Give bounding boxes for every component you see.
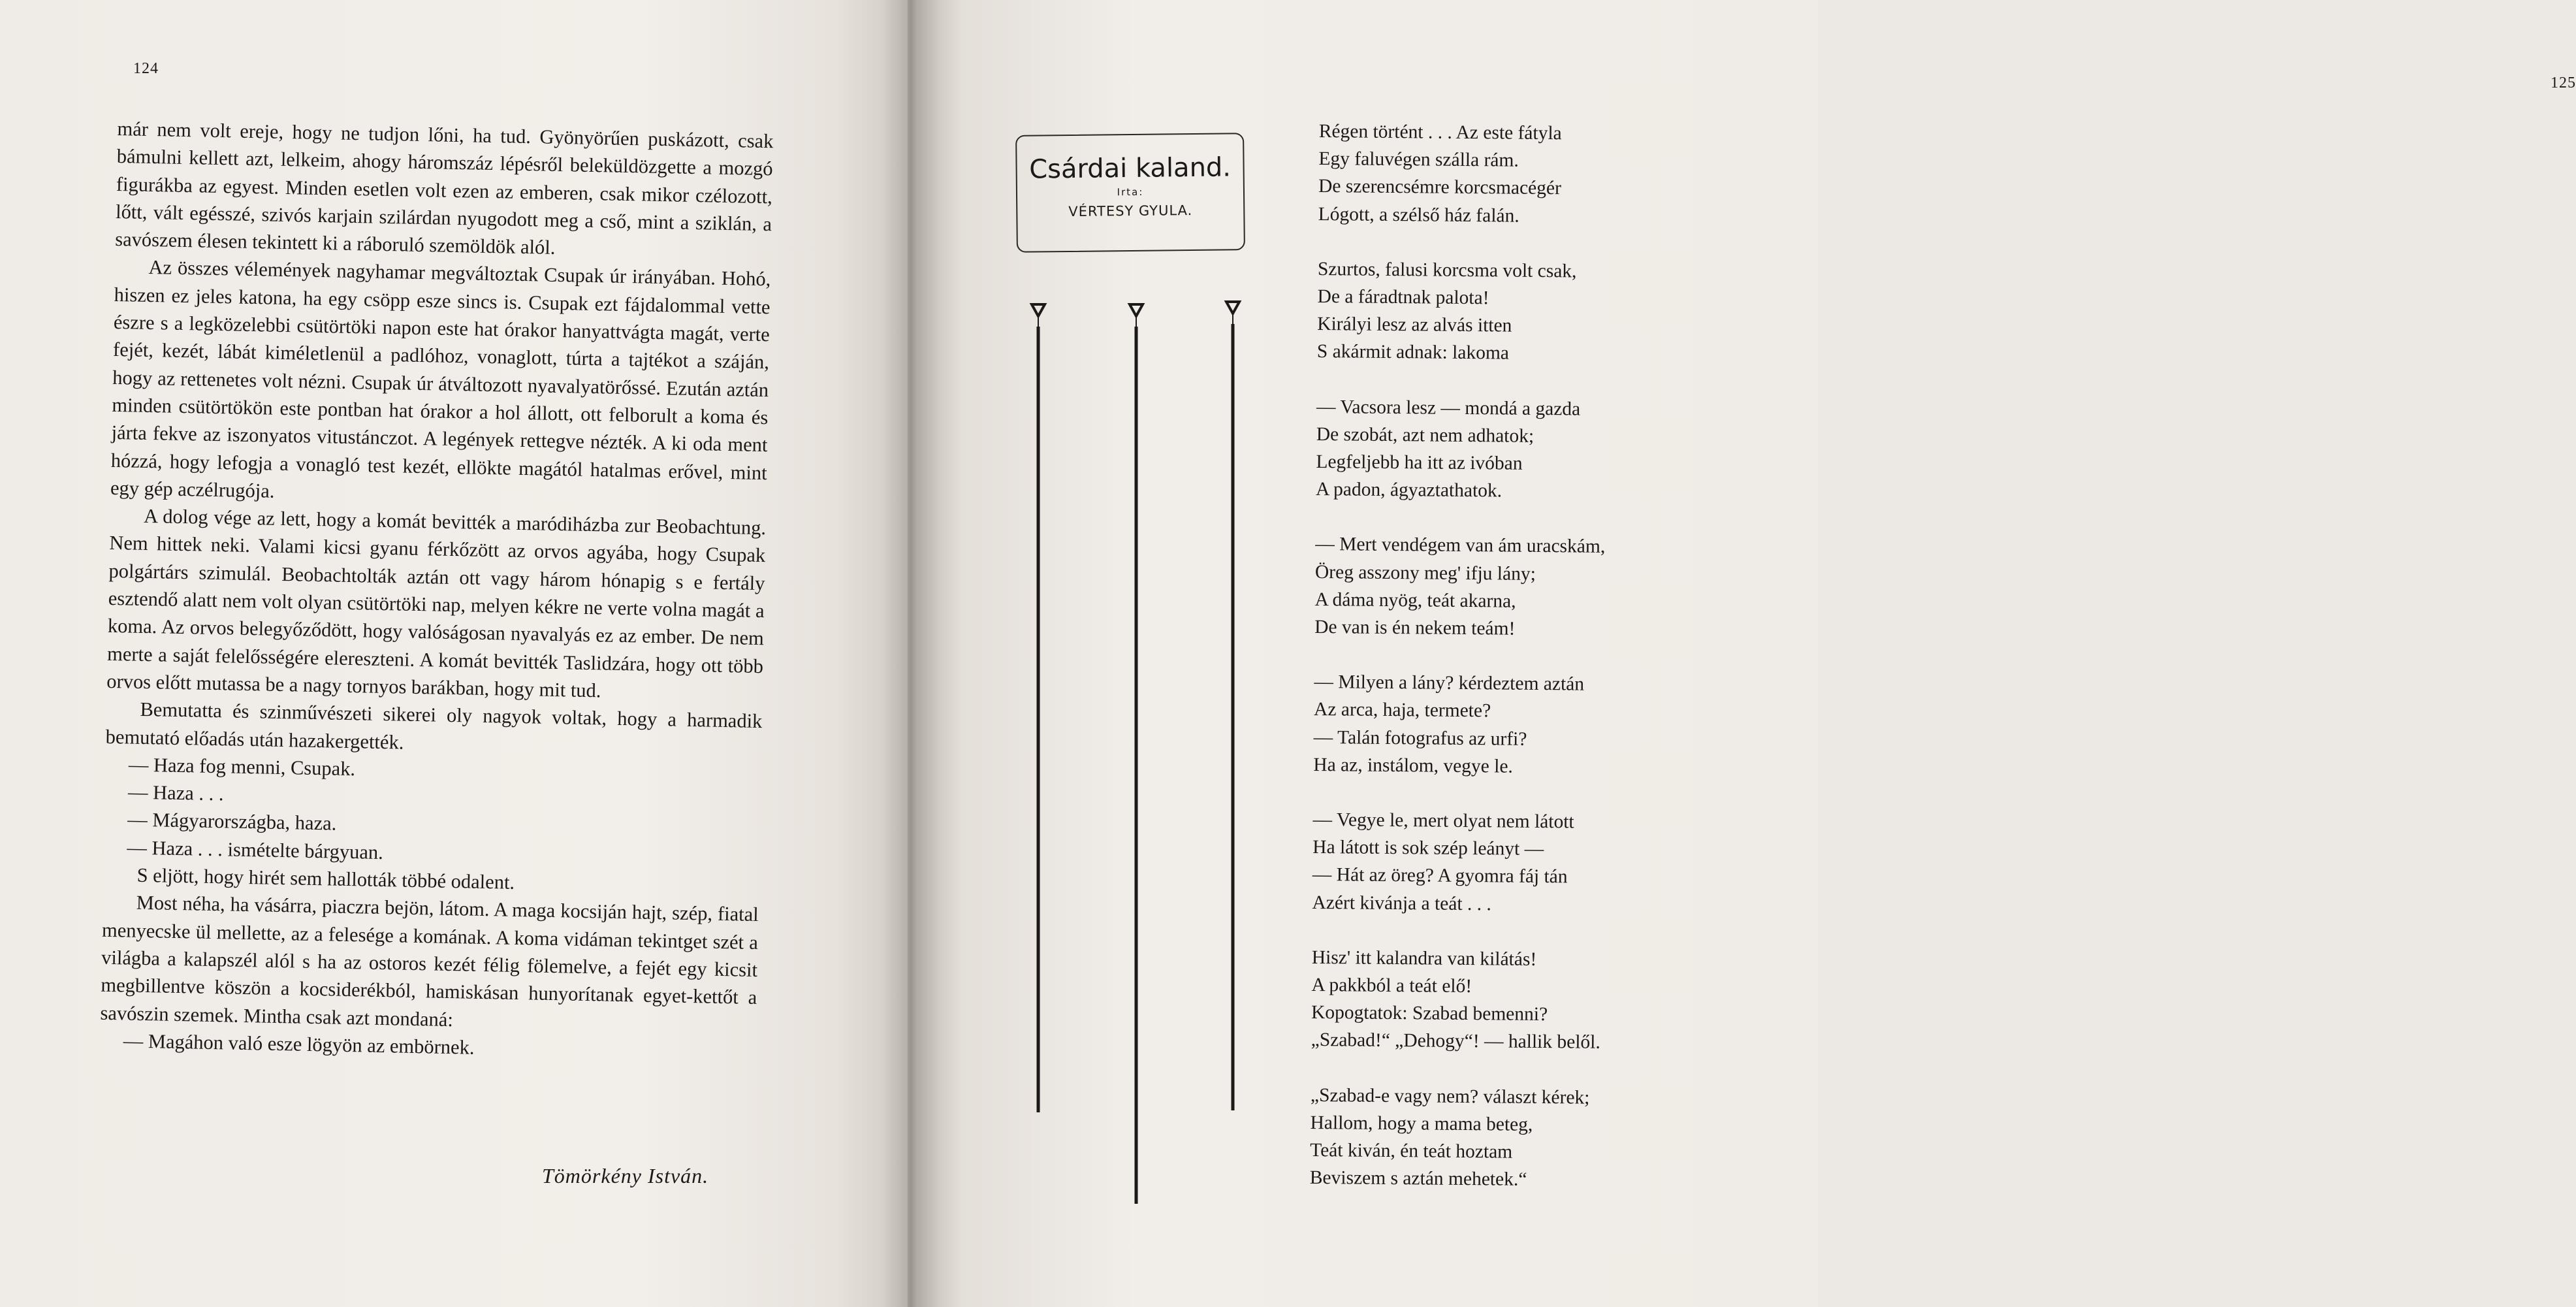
stanza bbox=[1317, 255, 1736, 369]
poem-line: „Szabad-e vagy nem? választ kérek; bbox=[1310, 1084, 1590, 1108]
stanza bbox=[1313, 668, 1732, 782]
stanza bbox=[1318, 118, 1737, 231]
stanza bbox=[1310, 1082, 1728, 1195]
poem-line: — Milyen a lány? kérdeztem aztán bbox=[1314, 671, 1585, 695]
poem-line: Teát kiván, én teát hoztam bbox=[1310, 1140, 1513, 1163]
dialog-line: — Haza fog menni, Csupak. bbox=[128, 753, 356, 780]
poem-line: Legfeljebb ha itt az ivóban bbox=[1316, 451, 1523, 474]
paragraph: A dolog vége az lett, hogy a komát bevitték a maródiházba zur Beobachtung. Nem hittek neki. Valami kicsi gyanu férkőzött az orvos agyába, hogy Csupak polgártárs szimulál. Beobachtolták aztán ott vagy három hónapig s e fertály esztendő alatt nem volt olyan csütörtöki nap, melyen kékre ne verte volna magát a koma. Az orvos belegyőződött, hogy valóságosan nyavalyás ez az ember. De nem merte a saját felelősségére elereszteni. A komát bevitték Taslidzára, hogy ott több orvos előtt mutassa be a nagy tornyos barákban, hogy mit tud. bbox=[106, 505, 767, 702]
poem-line: — Hát az öreg? A gyomra fáj tán bbox=[1312, 864, 1568, 888]
poem-line: A pakkból a teát elő! bbox=[1311, 975, 1472, 997]
poem-line: Lógott, a szélső ház falán. bbox=[1318, 203, 1519, 227]
dialog-line: — Haza . . . ismételte bárgyuan. bbox=[127, 836, 384, 863]
author-signature: Tömörkény István. bbox=[542, 1164, 709, 1187]
poem-line: — Talán fotografus az urfi? bbox=[1313, 726, 1527, 750]
page-number-right: 125 bbox=[2551, 74, 2576, 91]
dialog-line: — Magáhon való esze lögyön az embörnek. bbox=[123, 1029, 475, 1059]
poem-line: A dáma nyög, teát akarna, bbox=[1314, 589, 1516, 612]
story-text bbox=[99, 115, 773, 1067]
paragraph: S eljött, hogy hirét sem hallották többé odalent. bbox=[136, 863, 515, 894]
poem-line: Hisz' itt kalandra van kilátás! bbox=[1311, 946, 1537, 970]
poem-text bbox=[1309, 118, 1737, 1223]
stanza bbox=[1311, 944, 1729, 1057]
poem-line: De a fáradtnak palota! bbox=[1317, 286, 1489, 309]
stanza bbox=[1314, 530, 1733, 644]
poem-line: — Vegye le, mert olyat nem látott bbox=[1312, 809, 1574, 833]
paragraph: Most néha, ha vásárra, piaczra bejön, látom. A maga kocsiján hajt, szép, fiatal menyecske ül mellette, az a felesége a komának. A koma vidáman tekintget szét a világba a kalapszél alól s ha az ostoros kezét félig fölemelve, a fejét egy kicsit megbillentve köszön a kocsiderékból, hamiskásan hunyorítanak egyet-kettőt a savószin szemek. Mintha csak azt mondaná: bbox=[100, 892, 759, 1031]
poem-line: — Mert vendégem van ám uracskám, bbox=[1315, 534, 1606, 558]
poem-line: Ha látott is sok szép leányt — bbox=[1312, 837, 1544, 860]
poem-author: VÉRTESY GYULA. bbox=[1068, 202, 1193, 219]
rod-middle-icon bbox=[1130, 304, 1143, 1204]
byline-label: Irta: bbox=[1117, 186, 1144, 199]
poem-line: Az arca, haja, termete? bbox=[1313, 699, 1491, 722]
poem-line: Hallom, hogy a mama beteg, bbox=[1310, 1112, 1533, 1135]
poem-line: „Szabad!“ „Dehogy“! — hallik belől. bbox=[1311, 1029, 1600, 1054]
paragraph: már nem volt ereje, hogy ne tudjon lőni, ha tud. Gyönyörűen puskázott, csak bámulni kellett azt, lelkeim, ahogy háromszáz lépésről beleküldözgette a mozgó figurákba az egyest. Minden esetlen volt ezen az emberen, csak mikor czélozott, lőtt, vált egésszé, szivós karjain szilárdan nyugodott meg a cső, mint a sziklán, a savószem élesen tekintett ki a ráboruló szemöldök alól. bbox=[115, 117, 774, 259]
poem-title: Csárdai kaland. bbox=[1028, 152, 1232, 185]
poem-line: Kopogtatok: Szabad bemenni? bbox=[1311, 1002, 1548, 1025]
rod-left-icon bbox=[1032, 304, 1045, 1112]
poem-line: Beviszem s aztán mehetek.“ bbox=[1309, 1167, 1527, 1191]
left-page bbox=[0, 0, 908, 1307]
paragraph: Az összes vélemények nagyhamar megváltoztak Csupak úr irányában. Hohó, hiszen ez jeles katona, ha egy csöpp esze sincs is. Csupak ezt fájdalommal vette észre s a legközelebbi csütörtöki napon este hat órakor hanyattvágta magát, verte fejét, kezét, lábát kiméletlenül a padlóhoz, vonaglott, túrta a tajtékot a száján, hogy az rettenetes volt nézni. Csupak úr átváltozott nyavalyatörőssé. Ezután aztán minden csütörtökön este pontban hat órakor a hol állott, ott felborult a koma és járta fekve az iszonyatos vitustánczot. A legények rettegve nézték. A ki oda ment hózzá, hogy lefogja a vonagló test kezét, ellökte magától hatalmas erővel, mint egy gép aczélrugója. bbox=[110, 256, 771, 502]
poem-line: Szurtos, falusi korcsma volt csak, bbox=[1317, 258, 1577, 282]
rod-right-icon bbox=[1226, 302, 1239, 1110]
poem-line: Egy faluvégen szálla rám. bbox=[1318, 148, 1519, 171]
poem-line: De szobát, azt nem adhatok; bbox=[1316, 423, 1534, 447]
stanza bbox=[1316, 393, 1734, 507]
stanza bbox=[1312, 806, 1730, 920]
poem-line: Azért kivánja a teát . . . bbox=[1312, 892, 1492, 915]
ornament-rods-icon bbox=[1019, 293, 1254, 1220]
poem-line: Ha az, instálom, vegye le. bbox=[1313, 754, 1514, 777]
poem-line: A padon, ágyaztathatok. bbox=[1315, 479, 1503, 502]
dialog-line: — Mágyarországba, haza. bbox=[127, 808, 337, 835]
poem-line: Régen történt . . . Az este fátyla bbox=[1318, 120, 1562, 144]
poem-line: De van is én nekem teám! bbox=[1314, 617, 1516, 639]
poem-line: — Vacsora lesz — mondá a gazda bbox=[1316, 396, 1581, 420]
poem-line: Királyi lesz az alvás itten bbox=[1317, 314, 1512, 336]
paragraph: Bemutatta és szinművészeti sikerei oly nagyok voltak, hogy a harmadik bemutató előadás után hazakergették. bbox=[105, 698, 763, 754]
poem-line: De szerencsémre korcsmacégér bbox=[1318, 176, 1562, 199]
title-box bbox=[1015, 133, 1245, 253]
page-number-left: 124 bbox=[133, 60, 159, 77]
poem-line: Öreg asszony meg' ifju lány; bbox=[1314, 561, 1536, 585]
dialog-line: — Haza . . . bbox=[127, 781, 224, 805]
poem-line: S akármit adnak: lakoma bbox=[1316, 341, 1510, 364]
